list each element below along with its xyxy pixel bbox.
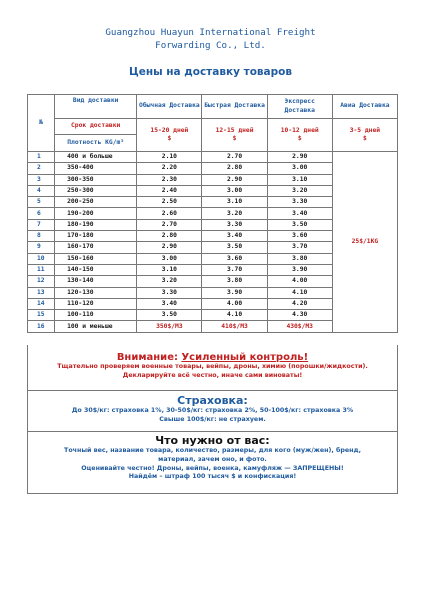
row-price-express: 3.10 xyxy=(267,174,332,185)
row-density: 170-180 xyxy=(55,231,137,242)
row-price-normal: 2.50 xyxy=(137,197,202,208)
row-price-express: 3.70 xyxy=(267,242,332,253)
row-price-express: 4.00 xyxy=(267,276,332,287)
row-price-fast: 3.50 xyxy=(202,242,267,253)
term-express: 10-12 дней $ xyxy=(267,119,332,152)
row-price-express: 3.20 xyxy=(267,185,332,196)
row-price-fast: 4.10 xyxy=(202,310,267,321)
row-number: 6 xyxy=(28,208,55,219)
term-air: 3-5 дней $ xyxy=(332,119,397,152)
table-row xyxy=(28,152,398,163)
requirements-line4: Найдём – штраф 100 тысяч $ и конфискация! xyxy=(128,473,297,481)
row-price-normal: 3.10 xyxy=(137,264,202,275)
row-price-fast: 3.70 xyxy=(202,264,267,275)
row-density: 100-110 xyxy=(55,310,137,321)
row-density: 140-150 xyxy=(55,264,137,275)
row-number: 3 xyxy=(28,174,55,185)
row-number: 9 xyxy=(28,242,55,253)
row-price-normal: 3.20 xyxy=(137,276,202,287)
column-header-express: Экспресс Доставка xyxy=(267,95,332,119)
requirements-line1: Точный вес, название товара, количество, размеры, для кого (муж/жен), бренд, xyxy=(64,447,361,454)
row-price-normal: 2.10 xyxy=(137,152,202,163)
row-price-normal: 2.40 xyxy=(137,185,202,196)
row-price-fast: 3.90 xyxy=(202,287,267,298)
price-rows xyxy=(28,152,398,333)
row-price-express: 3.50 xyxy=(267,219,332,230)
row-density: 250-300 xyxy=(55,185,137,196)
row-number: 10 xyxy=(28,253,55,264)
row-density: 180-190 xyxy=(55,219,137,230)
row-price-normal: 2.20 xyxy=(137,163,202,174)
company-name-line2: Forwarding Co., Ltd. xyxy=(155,40,266,51)
term-normal: 15-20 дней $ xyxy=(137,119,202,152)
insurance-line2: Свыше 100$/кг: не страхуем. xyxy=(159,415,266,423)
row-density: 130-140 xyxy=(55,276,137,287)
row-number: 8 xyxy=(28,231,55,242)
row-price-normal: 350$/M3 xyxy=(137,321,202,333)
row-number: 11 xyxy=(28,264,55,275)
row-number: 14 xyxy=(28,298,55,309)
row-number: 1 xyxy=(28,152,55,163)
row-price-fast: 4.00 xyxy=(202,298,267,309)
requirements-line2: материал, зачем оно, и фото. xyxy=(158,455,267,463)
row-price-express: 430$/M3 xyxy=(267,321,332,333)
row-price-express: 3.90 xyxy=(267,264,332,275)
row-density: 200-250 xyxy=(55,197,137,208)
row-density: 100 и меньше xyxy=(55,321,137,333)
row-price-fast: 3.20 xyxy=(202,208,267,219)
density-header: Плотность КG/m³ xyxy=(55,135,137,152)
row-number: 13 xyxy=(28,287,55,298)
row-price-normal: 2.70 xyxy=(137,219,202,230)
company-name-line1: Guangzhou Huayun International Freight xyxy=(105,27,316,38)
row-price-express: 3.80 xyxy=(267,253,332,264)
insurance-heading: Страховка: xyxy=(177,394,248,407)
column-header-fast: Быстрая Доставка xyxy=(202,95,267,119)
price-table xyxy=(27,94,398,333)
row-price-fast: 3.30 xyxy=(202,219,267,230)
row-price-express: 4.20 xyxy=(267,298,332,309)
row-price-express: 3.30 xyxy=(267,197,332,208)
row-number: 16 xyxy=(28,321,55,333)
row-price-fast: 3.00 xyxy=(202,185,267,196)
row-price-fast: 3.10 xyxy=(202,197,267,208)
requirements-heading: Что нужно от вас: xyxy=(155,434,270,447)
row-price-normal: 3.00 xyxy=(137,253,202,264)
page-title: Цены на доставку товаров xyxy=(128,66,293,78)
row-price-normal: 3.40 xyxy=(137,298,202,309)
row-price-normal: 3.50 xyxy=(137,310,202,321)
row-density: 190-200 xyxy=(55,208,137,219)
warning-line2: Декларируйте всё честно, иначе сами виноваты! xyxy=(122,371,303,379)
row-density: 120-130 xyxy=(55,287,137,298)
row-price-express: 3.60 xyxy=(267,231,332,242)
row-price-fast: 2.90 xyxy=(202,174,267,185)
warning-heading: Внимание: Усиленный контроль! xyxy=(116,352,309,363)
air-price: 25$/1KG xyxy=(332,152,397,333)
insurance-panel xyxy=(27,391,398,432)
row-price-normal: 2.90 xyxy=(137,242,202,253)
delivery-type-header: Вид доставки xyxy=(55,95,137,119)
insurance-line1: До 30$/кг: страховка 1%, 30-50$/кг: страховка 2%, 50-100$/кг: страховка 3% xyxy=(71,407,354,414)
term-header: Срок доставки xyxy=(55,119,137,135)
row-price-normal: 2.80 xyxy=(137,231,202,242)
row-price-express: 4.10 xyxy=(267,287,332,298)
requirements-panel xyxy=(27,432,398,494)
row-price-fast: 410$/M3 xyxy=(202,321,267,333)
row-density: 350-400 xyxy=(55,163,137,174)
row-price-fast: 3.60 xyxy=(202,253,267,264)
row-price-express: 3.00 xyxy=(267,163,332,174)
row-price-normal: 2.60 xyxy=(137,208,202,219)
row-number: 2 xyxy=(28,163,55,174)
row-price-express: 2.90 xyxy=(267,152,332,163)
row-price-fast: 2.80 xyxy=(202,163,267,174)
term-fast: 12-15 дней $ xyxy=(202,119,267,152)
row-number: 4 xyxy=(28,185,55,196)
row-price-fast: 3.80 xyxy=(202,276,267,287)
row-number: 12 xyxy=(28,276,55,287)
row-density: 300-350 xyxy=(55,174,137,185)
row-number: 5 xyxy=(28,197,55,208)
warning-panel xyxy=(27,345,398,391)
row-price-express: 4.30 xyxy=(267,310,332,321)
warning-line1: Тщательно проверяем военные товары, вейпы, дроны, химию (порошки/жидкости). xyxy=(57,363,368,370)
row-price-normal: 2.30 xyxy=(137,174,202,185)
row-price-express: 3.40 xyxy=(267,208,332,219)
row-density: 110-120 xyxy=(55,298,137,309)
row-density: 400 и больше xyxy=(55,152,137,163)
row-price-normal: 3.30 xyxy=(137,287,202,298)
requirements-line3: Оценивайте честно! Дроны, вейпы, военка, камуфляж — ЗАПРЕЩЕНЫ! xyxy=(81,464,344,472)
row-number: 7 xyxy=(28,219,55,230)
company-name xyxy=(0,26,421,52)
row-density: 160-170 xyxy=(55,242,137,253)
column-header-air: Авиа Доставка xyxy=(332,95,397,119)
row-density: 150-160 xyxy=(55,253,137,264)
row-price-fast: 2.70 xyxy=(202,152,267,163)
column-header-normal: Обычная Доставка xyxy=(137,95,202,119)
number-header: № xyxy=(28,95,55,152)
row-price-fast: 3.40 xyxy=(202,231,267,242)
row-number: 15 xyxy=(28,310,55,321)
